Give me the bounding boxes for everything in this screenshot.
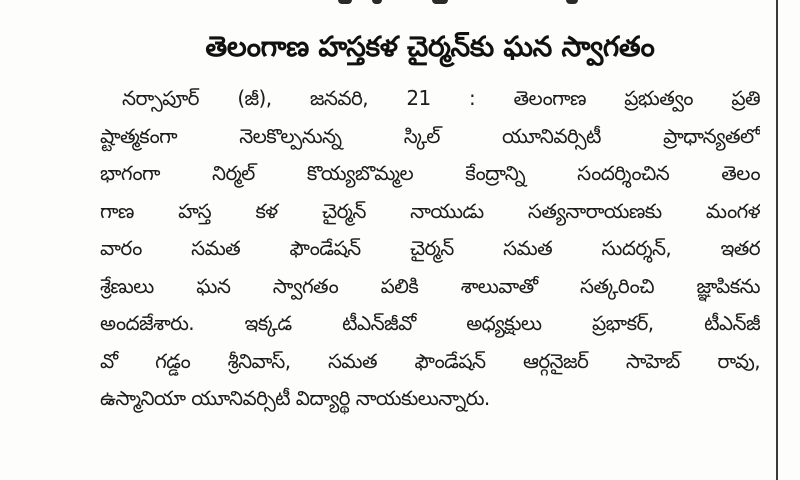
article-body-line: శ్రేణులు ఘన స్వాగతం పలికి శాలువాతో సత్కరించి జ్ఞాపికను	[100, 273, 760, 298]
article-body-line: అందజేశారు. ఇక్కడ టీఎన్‌జీవో అధ్యక్షులు ప్రభాకర్, టీఎన్‌జీ	[100, 311, 760, 335]
article-body-line: భాగంగా నిర్మల్ కొయ్యబొమ్మల కేంద్రాన్ని సందర్శించిన తెలం	[100, 161, 760, 185]
article-body-line: నర్సాపూర్ (జీ), జనవరి, 21 : తెలంగాణ ప్రభుత్వం ప్రతి	[122, 86, 760, 110]
article-body-line: వారం సమత ఫౌండేషన్ చైర్మన్ సమత సుదర్శన్, ఇతర	[100, 236, 760, 260]
article-body-line: ఉస్మానియా యూనివర్సిటీ విద్యార్థి నాయకులున్నారు.	[100, 386, 490, 410]
article-headline: తెలంగాణ హస్తకళ చైర్మన్‌కు ఘన స్వాగతం	[205, 30, 655, 63]
article-body-line: వో గడ్డం శ్రీనివాస్, సమత ఫౌండేషన్ ఆర్గనైజర్ సాహెబ్ రావు,	[100, 348, 760, 373]
previous-article-remnant	[0, 0, 800, 10]
column-divider	[776, 0, 778, 480]
article-body-line: ష్టాత్మకంగా నెలకొల్పనున్న స్కిల్ యూనివర్సిటీ ప్రాధాన్యతలో	[100, 123, 760, 148]
article-body	[100, 80, 760, 418]
article-body-line: గాణ హస్త కళ చైర్మన్ నాయుడు సత్యనారాయణకు మంగళ	[100, 198, 760, 223]
news-article	[100, 24, 760, 418]
